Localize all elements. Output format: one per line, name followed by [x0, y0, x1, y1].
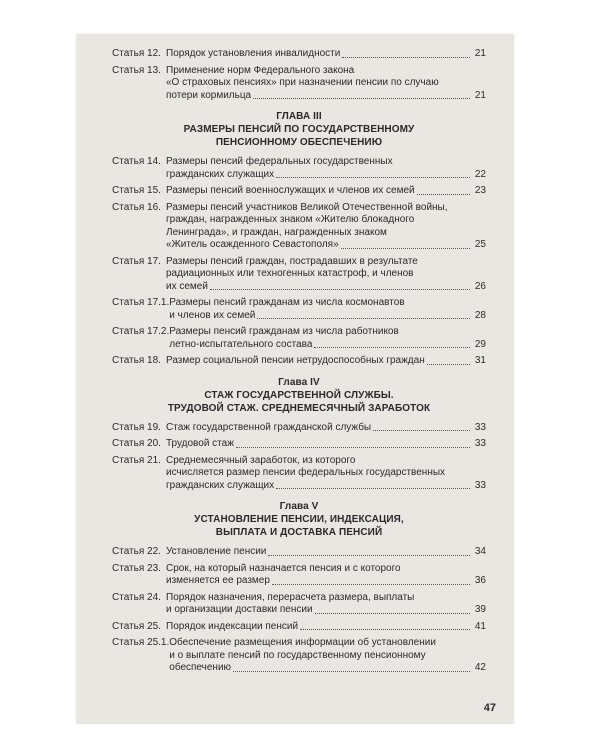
- toc-block-2: [112, 156, 486, 368]
- article-title-line: граждан, награжденных знаком «Жителю блокадного: [166, 214, 415, 225]
- toc-block-1: [112, 48, 486, 102]
- article-title: [169, 297, 486, 322]
- toc-entry: [112, 637, 486, 675]
- toc-entry: [112, 202, 486, 252]
- article-title-line: обеспечению: [169, 662, 232, 673]
- book-page: [76, 34, 514, 724]
- article-title-line: и членов их семей: [169, 309, 256, 321]
- article-title-line: радиационных или техногенных катастроф, и членов: [166, 268, 414, 279]
- toc-entry: [112, 156, 486, 181]
- page-reference: 34: [474, 546, 486, 557]
- article-label: Статья 13.: [112, 64, 161, 76]
- article-title-last-line: [166, 185, 486, 198]
- article-title: [166, 355, 486, 368]
- article-title-line: Порядок индексации пенсий: [166, 620, 299, 632]
- toc-entry: [112, 563, 486, 588]
- page-reference: 25: [474, 239, 486, 250]
- page-number: 47: [483, 702, 496, 714]
- article-title-line: Порядок назначения, перерасчета размера, выплаты: [166, 591, 415, 603]
- article-title-line: Размеры пенсий гражданам из числа работников: [169, 326, 399, 337]
- article-title: [166, 438, 486, 451]
- article-title: [166, 202, 486, 252]
- page-reference: 41: [474, 620, 486, 632]
- page-reference: 42: [474, 662, 486, 673]
- page-reference: 33: [474, 438, 486, 449]
- article-title-last-line: [166, 604, 486, 617]
- dot-leader: [315, 613, 470, 614]
- article-title-last-line: [169, 339, 486, 352]
- page-reference: 21: [474, 48, 486, 59]
- article-title: [166, 185, 486, 198]
- article-title-line: Трудовой стаж: [166, 438, 234, 449]
- article-title: [169, 637, 486, 675]
- dot-leader: [341, 248, 470, 249]
- dot-leader: [314, 347, 470, 348]
- page-reference: 33: [474, 421, 486, 433]
- article-title-line: Ленинграда», и граждан, награжденных знаком: [166, 226, 387, 238]
- toc-entry: [112, 256, 486, 294]
- article-title-last-line: [169, 310, 486, 323]
- article-title-last-line: [166, 438, 486, 451]
- page-reference: 36: [474, 575, 486, 586]
- dot-leader: [300, 629, 470, 630]
- article-title: [166, 592, 486, 617]
- article-title-line: Срок, на который назначается пенсия и с которого: [166, 562, 401, 574]
- chapter-number: ГЛАВА III: [276, 111, 322, 122]
- chapter-number: Глава IV: [278, 376, 320, 388]
- article-title-line: исчисляется размер пенсии федеральных государственных: [166, 467, 446, 478]
- chapter-number: Глава V: [279, 501, 319, 512]
- article-label: Статья 12.: [112, 48, 161, 59]
- article-label: Статья 17.1.: [112, 297, 170, 308]
- article-label: Статья 21.: [112, 454, 161, 466]
- article-label: Статья 14.: [112, 156, 161, 167]
- article-title-last-line: [166, 546, 486, 559]
- dot-leader: [268, 555, 470, 556]
- article-title-last-line: [166, 422, 486, 435]
- chapter-title-line: ВЫПЛАТА И ДОСТАВКА ПЕНСИЙ: [215, 527, 383, 538]
- article-title-line: и о выплате пенсий по государственному пенсионному: [169, 649, 426, 661]
- article-title-line: и организации доставки пенсии: [166, 604, 313, 615]
- article-title-line: их семей: [166, 280, 208, 292]
- chapter-title-line: СТАЖ ГОСУДАРСТВЕННОЙ СЛУЖБЫ.: [204, 389, 394, 401]
- article-title: [166, 422, 486, 435]
- toc-entry: [112, 422, 486, 435]
- article-label: Статья 18.: [112, 355, 161, 366]
- page-reference: 31: [474, 355, 486, 366]
- article-title-line: Размеры пенсий гражданам из числа космонавтов: [169, 297, 405, 308]
- toc-entry: [112, 355, 486, 368]
- dot-leader: [373, 430, 470, 431]
- article-title-last-line: [166, 48, 486, 61]
- page-reference: 39: [474, 604, 486, 615]
- toc-block-4: [112, 546, 486, 675]
- article-title: [166, 621, 486, 634]
- article-label: Статья 24.: [112, 591, 161, 603]
- page-reference: 22: [474, 168, 486, 180]
- article-title: [166, 563, 486, 588]
- article-title: [166, 65, 486, 103]
- article-label: Статья 15.: [112, 185, 161, 196]
- article-title-last-line: [166, 169, 486, 182]
- chapter-3-heading: [112, 110, 486, 149]
- dot-leader: [272, 584, 470, 585]
- dot-leader: [276, 177, 470, 178]
- toc-entry: [112, 438, 486, 451]
- page-reference: 33: [474, 479, 486, 491]
- article-title: [166, 256, 486, 294]
- page-reference: 26: [474, 280, 486, 292]
- article-title-line: гражданских служащих: [166, 479, 275, 491]
- dot-leader: [427, 364, 470, 365]
- article-title: [166, 546, 486, 559]
- toc-block-3: [112, 422, 486, 493]
- article-title-last-line: [166, 621, 486, 634]
- article-title: [166, 48, 486, 61]
- article-title-line: Размеры пенсий граждан, пострадавших в результате: [166, 255, 418, 267]
- article-title-line: Установление пенсии: [166, 546, 267, 557]
- toc-entry: [112, 592, 486, 617]
- dot-leader: [253, 98, 470, 99]
- article-title-line: «О страховых пенсиях» при назначении пенсии по случаю: [166, 77, 439, 88]
- toc-entry: [112, 621, 486, 634]
- page-reference: 21: [474, 89, 486, 101]
- article-title-last-line: [166, 480, 486, 493]
- toc-entry: [112, 455, 486, 493]
- article-label: Статья 22.: [112, 546, 161, 557]
- article-title-last-line: [166, 575, 486, 588]
- article-title-line: потери кормильца: [166, 89, 252, 101]
- article-label: Статья 25.1.: [112, 637, 170, 648]
- toc-entry: [112, 65, 486, 103]
- article-title-line: Среднемесячный заработок, из которого: [166, 454, 356, 466]
- article-title-line: Применение норм Федерального закона: [166, 64, 355, 76]
- article-title: [169, 326, 486, 351]
- article-label: Статья 23.: [112, 562, 161, 574]
- article-title-line: Размеры пенсий федеральных государственных: [166, 156, 393, 167]
- chapter-title-line: ТРУДОВОЙ СТАЖ. СРЕДНЕМЕСЯЧНЫЙ ЗАРАБОТОК: [167, 402, 431, 414]
- chapter-4-heading: [112, 376, 486, 415]
- toc-entry: [112, 546, 486, 559]
- article-title-last-line: [166, 239, 486, 252]
- article-title-line: Порядок установления инвалидности: [166, 48, 341, 59]
- dot-leader: [236, 447, 470, 448]
- chapter-5-heading: [112, 500, 486, 539]
- dot-leader: [417, 194, 470, 195]
- article-label: Статья 16.: [112, 201, 161, 213]
- page-reference: 28: [474, 309, 486, 321]
- article-title-line: Размеры пенсий участников Великой Отечественной войны,: [166, 201, 448, 213]
- article-title: [166, 455, 486, 493]
- page-reference: 23: [474, 185, 486, 196]
- table-of-contents: [112, 48, 486, 679]
- page-reference: 29: [474, 338, 486, 350]
- article-label: Статья 25.: [112, 620, 161, 632]
- article-label: Статья 17.2.: [112, 326, 170, 337]
- toc-entry: [112, 48, 486, 61]
- article-label: Статья 19.: [112, 421, 161, 433]
- article-title-line: летно-испытательного состава: [169, 338, 313, 350]
- article-title-last-line: [166, 355, 486, 368]
- article-title-line: Обеспечение размещения информации об установлении: [169, 637, 436, 648]
- article-label: Статья 20.: [112, 438, 161, 449]
- chapter-title-line: ПЕНСИОННОМУ ОБЕСПЕЧЕНИЮ: [215, 137, 383, 148]
- article-title-last-line: [169, 662, 486, 675]
- chapter-title-line: УСТАНОВЛЕНИЕ ПЕНСИИ, ИНДЕКСАЦИЯ,: [194, 514, 404, 525]
- chapter-title-line: РАЗМЕРЫ ПЕНСИЙ ПО ГОСУДАРСТВЕННОМУ: [183, 124, 415, 135]
- article-title-line: Размеры пенсий военнослужащих и членов их семей: [166, 185, 415, 196]
- article-title-line: гражданских служащих: [166, 168, 275, 180]
- dot-leader: [342, 57, 470, 58]
- article-title-line: «Житель осажденного Севастополя»: [166, 239, 339, 250]
- dot-leader: [210, 289, 470, 290]
- dot-leader: [233, 671, 470, 672]
- article-title-line: Стаж государственной гражданской службы: [166, 421, 372, 433]
- dot-leader: [257, 318, 470, 319]
- toc-entry: [112, 326, 486, 351]
- article-label: Статья 17.: [112, 255, 161, 267]
- article-title-last-line: [166, 90, 486, 103]
- article-title-line: изменяется ее размер: [166, 575, 270, 586]
- article-title-last-line: [166, 281, 486, 294]
- article-title-line: Размер социальной пенсии нетрудоспособных граждан: [166, 355, 425, 366]
- article-title: [166, 156, 486, 181]
- toc-entry: [112, 297, 486, 322]
- dot-leader: [276, 488, 470, 489]
- toc-entry: [112, 185, 486, 198]
